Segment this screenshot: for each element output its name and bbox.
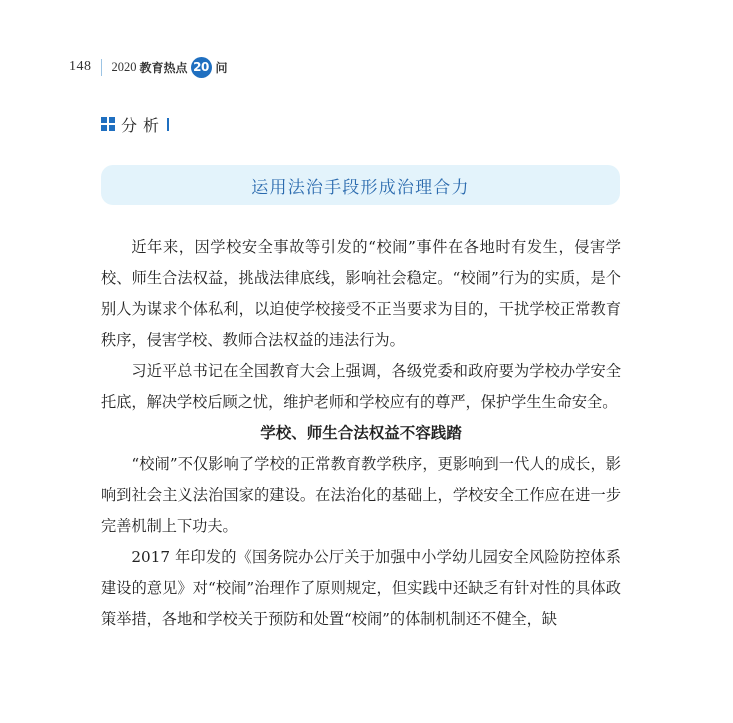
- book-title-prefix: 教育热点: [139, 60, 188, 75]
- book-title: [112, 57, 228, 78]
- article-title: 运用法治手段形成治理合力: [251, 177, 470, 198]
- page-number: 148: [69, 59, 92, 74]
- article-body: [101, 232, 621, 635]
- section-label: [101, 113, 169, 135]
- paragraph: 习近平总书记在全国教育大会上强调，各级党委和政府要为学校办学安全托底，解决学校后顾之忧，维护老师和学校应有的尊严，保护学生生命安全。: [101, 362, 621, 411]
- paragraph: “校闹”不仅影响了学校的正常教育教学秩序，更影响到一代人的成长，影响到社会主义法治国家的建设。在法治化的基础上，学校安全工作应在进一步完善机制上下功夫。: [101, 455, 621, 535]
- section-bar-decoration: [167, 118, 169, 131]
- grid-icon: [101, 117, 115, 131]
- section-title: 分析: [121, 115, 166, 135]
- running-header: [69, 57, 228, 77]
- header-divider: [101, 59, 102, 76]
- article-title-box: [101, 165, 620, 205]
- subheading: 学校、师生合法权益不容践踏: [260, 424, 462, 442]
- book-year: 2020: [111, 59, 137, 74]
- paragraph: 近年来，因学校安全事故等引发的“校闹”事件在各地时有发生，侵害学校、师生合法权益，挑战法律底线，影响社会稳定。“校闹”行为的实质，是个别人为谋求个体私利，以迫使学校接受不正当要求为目的，干扰学校正常教育秩序，侵害学校、教师合法权益的违法行为。: [101, 238, 621, 349]
- number-badge: 20: [191, 57, 212, 78]
- paragraph: 2017 年印发的《国务院办公厅关于加强中小学幼儿园安全风险防控体系建设的意见》对“校闹”治理作了原则规定，但实践中还缺乏有针对性的具体政策举措，各地和学校关于预防和处置“校闹”的体制机制还不健全，缺: [101, 548, 621, 628]
- book-title-suffix: 问: [215, 60, 228, 75]
